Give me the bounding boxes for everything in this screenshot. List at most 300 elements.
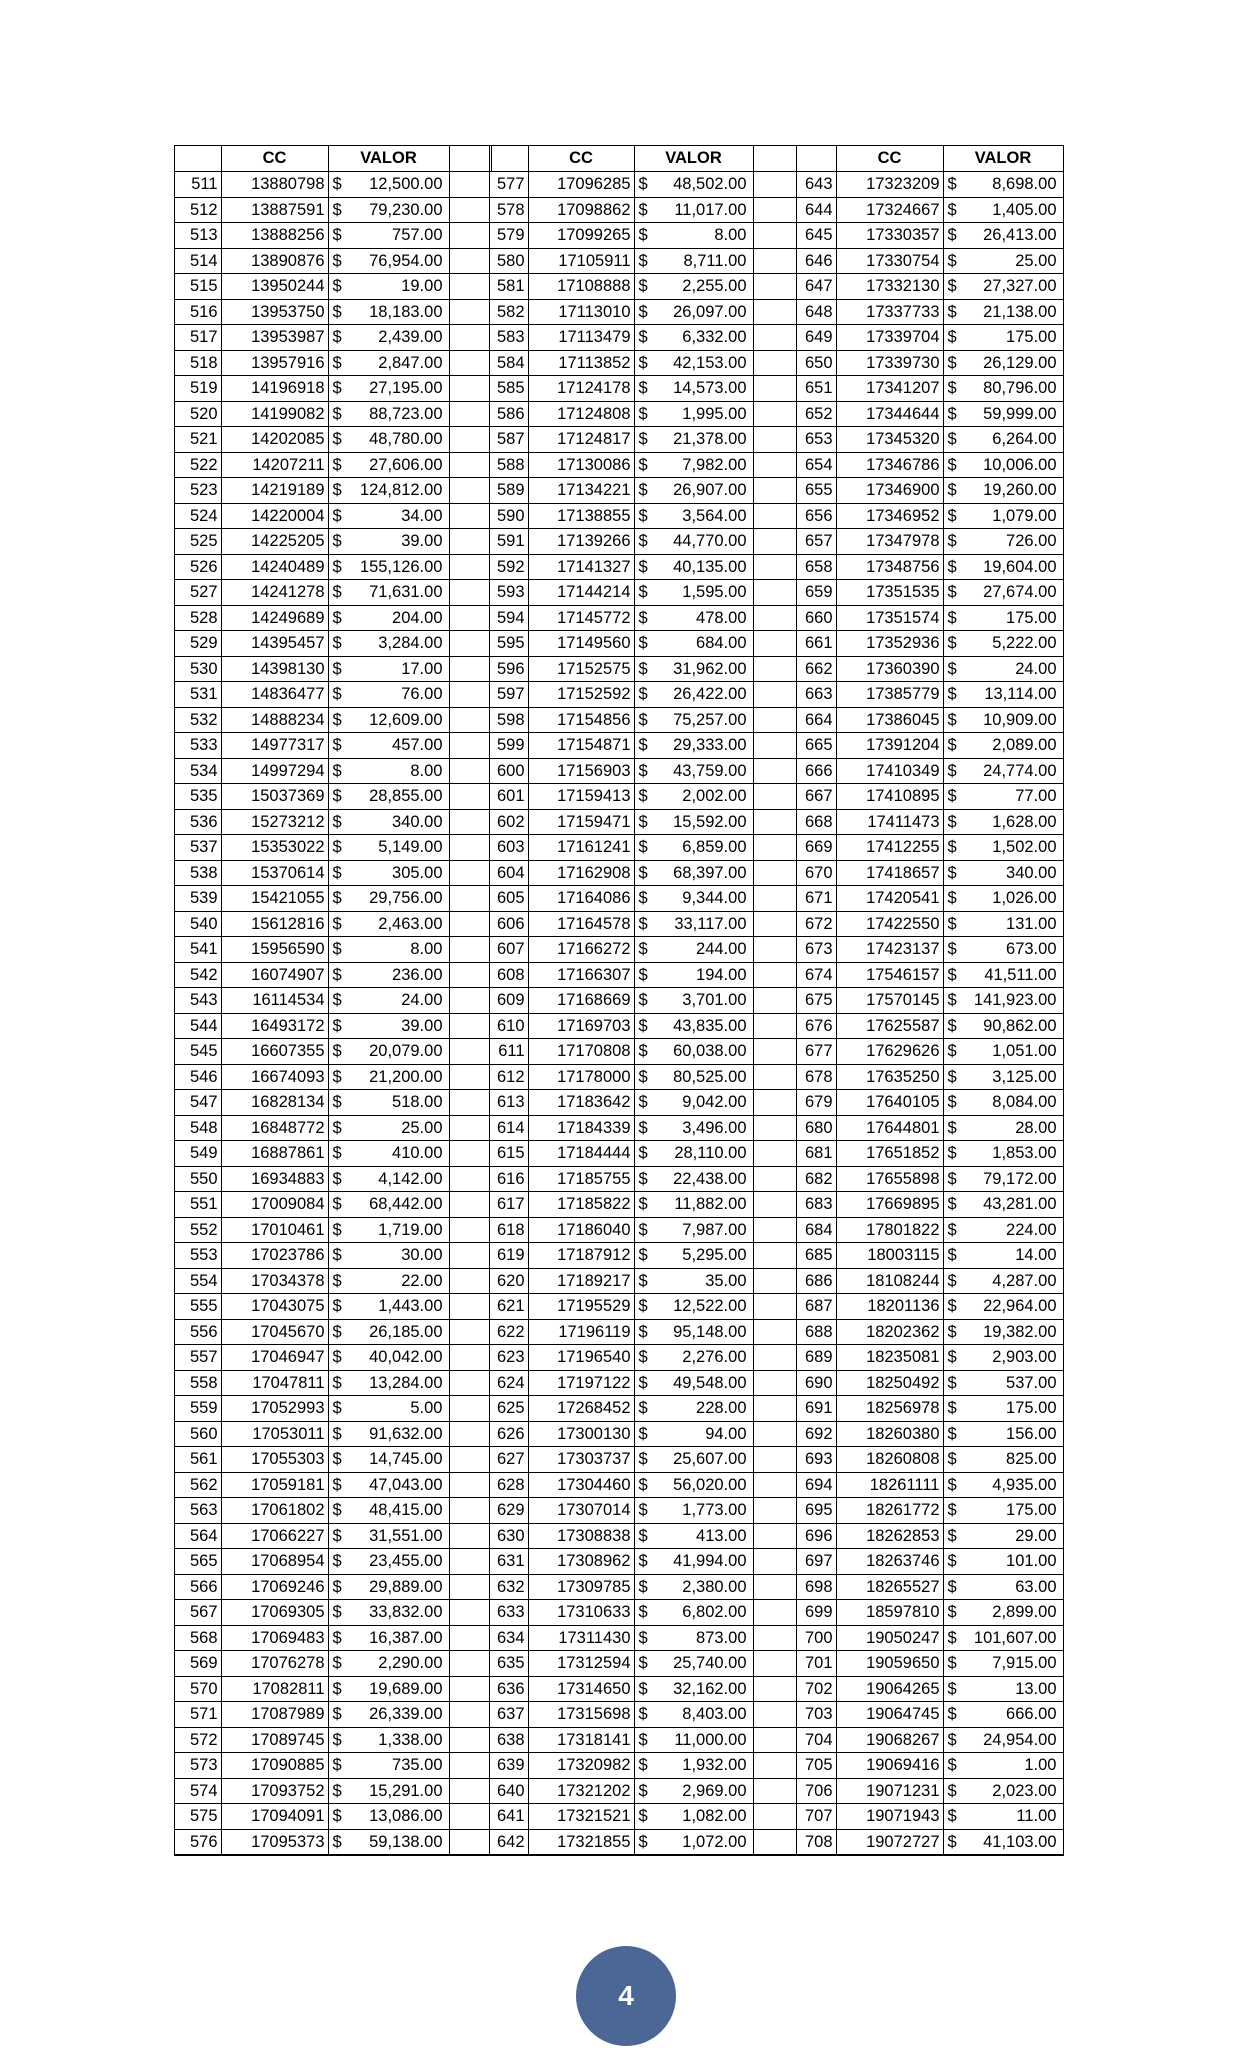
valor-amount: 8.00 xyxy=(714,226,747,244)
spacer-cell xyxy=(753,784,796,810)
valor-amount: 1,338.00 xyxy=(378,1730,443,1749)
row-index: 581 xyxy=(490,274,528,300)
row-index: 606 xyxy=(490,911,528,937)
spacer-cell xyxy=(449,1243,491,1269)
valor-cell xyxy=(943,478,1063,504)
table-row xyxy=(797,1192,1063,1218)
currency-symbol: $ xyxy=(638,277,648,295)
valor-cell xyxy=(328,350,449,376)
valor-cell xyxy=(634,1625,753,1651)
row-index: 528 xyxy=(175,605,221,631)
currency-symbol: $ xyxy=(947,557,957,576)
table-row xyxy=(490,784,796,810)
row-index: 619 xyxy=(490,1243,528,1269)
currency-symbol: $ xyxy=(638,608,648,627)
cc-value: 16887861 xyxy=(221,1141,328,1167)
row-index: 516 xyxy=(175,299,221,325)
valor-amount: 340.00 xyxy=(1006,863,1057,882)
currency-symbol: $ xyxy=(947,659,957,678)
valor-cell xyxy=(634,325,753,351)
spacer-cell xyxy=(449,1676,491,1702)
row-index: 584 xyxy=(490,350,528,376)
cc-value: 17423137 xyxy=(836,937,943,963)
valor-amount: 26,422.00 xyxy=(673,685,747,703)
valor-amount: 1,595.00 xyxy=(682,583,747,601)
spacer-cell xyxy=(449,350,491,376)
cc-value: 18256978 xyxy=(836,1396,943,1422)
cc-value: 17055303 xyxy=(221,1447,328,1473)
spacer-cell xyxy=(753,835,796,861)
row-index: 593 xyxy=(490,580,528,606)
row-index: 585 xyxy=(490,376,528,402)
currency-symbol: $ xyxy=(947,914,957,933)
row-index: 577 xyxy=(490,172,528,198)
cc-value: 17196540 xyxy=(528,1345,634,1371)
valor-amount: 2,023.00 xyxy=(992,1781,1057,1800)
valor-amount: 6,332.00 xyxy=(682,328,747,346)
row-index: 529 xyxy=(175,631,221,657)
row-index: 560 xyxy=(175,1421,221,1447)
table-row xyxy=(175,529,491,555)
currency-symbol: $ xyxy=(332,1552,342,1570)
currency-symbol: $ xyxy=(638,557,648,576)
cc-value: 17307014 xyxy=(528,1498,634,1524)
table-row xyxy=(490,886,796,912)
cc-value: 14220004 xyxy=(221,503,328,529)
valor-cell xyxy=(634,962,753,988)
row-index: 670 xyxy=(797,860,836,886)
valor-cell xyxy=(328,937,449,963)
spacer-cell xyxy=(449,1498,491,1524)
valor-amount: 29,756.00 xyxy=(369,889,443,907)
valor-cell xyxy=(943,860,1063,886)
currency-symbol: $ xyxy=(332,685,342,703)
cc-value: 17149560 xyxy=(528,631,634,657)
valor-amount: 19,689.00 xyxy=(369,1679,443,1698)
spacer-cell xyxy=(449,172,491,198)
valor-amount: 18,183.00 xyxy=(369,302,443,321)
valor-cell xyxy=(634,1294,753,1320)
valor-amount: 35.00 xyxy=(705,1271,747,1290)
row-index: 708 xyxy=(797,1829,836,1855)
valor-cell xyxy=(943,1549,1063,1575)
spacer-cell xyxy=(753,1574,796,1600)
valor-amount: 518.00 xyxy=(392,1093,443,1111)
valor-amount: 228.00 xyxy=(696,1399,747,1417)
table-row xyxy=(797,860,1063,886)
row-index: 640 xyxy=(490,1778,528,1804)
valor-cell xyxy=(943,1778,1063,1804)
cc-value: 17066227 xyxy=(221,1523,328,1549)
currency-symbol: $ xyxy=(947,583,957,601)
spacer-cell xyxy=(449,1115,491,1141)
cc-value: 13880798 xyxy=(221,172,328,198)
valor-amount: 22,964.00 xyxy=(983,1297,1057,1315)
row-index: 687 xyxy=(797,1294,836,1320)
row-index: 519 xyxy=(175,376,221,402)
row-index: 639 xyxy=(490,1753,528,1779)
table-row xyxy=(797,809,1063,835)
table-row xyxy=(490,988,796,1014)
table-row xyxy=(175,1345,491,1371)
currency-symbol: $ xyxy=(947,1118,957,1137)
spacer-cell xyxy=(753,1625,796,1651)
currency-symbol: $ xyxy=(332,1679,342,1698)
valor-cell xyxy=(328,248,449,274)
valor-amount: 825.00 xyxy=(1006,1450,1057,1468)
currency-symbol: $ xyxy=(332,1271,342,1290)
cc-value: 17185755 xyxy=(528,1166,634,1192)
cc-value: 15612816 xyxy=(221,911,328,937)
cc-value: 17156903 xyxy=(528,758,634,784)
row-index: 556 xyxy=(175,1319,221,1345)
valor-amount: 23,455.00 xyxy=(369,1552,443,1570)
valor-cell xyxy=(943,529,1063,555)
cc-value: 13887591 xyxy=(221,197,328,223)
row-index: 652 xyxy=(797,401,836,427)
table-row xyxy=(490,1523,796,1549)
table-row xyxy=(175,707,491,733)
spacer-cell xyxy=(449,937,491,963)
cc-value: 13890876 xyxy=(221,248,328,274)
currency-symbol: $ xyxy=(638,1016,648,1035)
currency-symbol: $ xyxy=(947,991,957,1009)
cc-value: 17339704 xyxy=(836,325,943,351)
valor-amount: 1,995.00 xyxy=(682,404,747,423)
currency-symbol: $ xyxy=(332,226,342,244)
currency-symbol: $ xyxy=(638,634,648,652)
valor-amount: 1,079.00 xyxy=(992,506,1057,525)
row-index: 569 xyxy=(175,1651,221,1677)
row-index: 541 xyxy=(175,937,221,963)
table-row xyxy=(490,401,796,427)
valor-cell xyxy=(943,1472,1063,1498)
cc-value: 18250492 xyxy=(836,1370,943,1396)
table-row xyxy=(175,911,491,937)
table-row xyxy=(175,478,491,504)
row-index: 632 xyxy=(490,1574,528,1600)
currency-symbol: $ xyxy=(332,1297,342,1315)
valor-amount: 2,903.00 xyxy=(992,1348,1057,1366)
cc-value: 18202362 xyxy=(836,1319,943,1345)
cc-value: 19050247 xyxy=(836,1625,943,1651)
row-index: 561 xyxy=(175,1447,221,1473)
cc-value: 17197122 xyxy=(528,1370,634,1396)
spacer-cell xyxy=(449,376,491,402)
row-index: 538 xyxy=(175,860,221,886)
cc-value: 19068267 xyxy=(836,1727,943,1753)
table-row xyxy=(797,733,1063,759)
table-row xyxy=(797,1370,1063,1396)
spacer-cell xyxy=(753,1421,796,1447)
table-row xyxy=(175,172,491,198)
table-row xyxy=(490,1447,796,1473)
cc-value: 17346786 xyxy=(836,452,943,478)
table-row xyxy=(175,299,491,325)
table-row xyxy=(797,1268,1063,1294)
row-index: 549 xyxy=(175,1141,221,1167)
currency-symbol: $ xyxy=(332,838,342,856)
currency-symbol: $ xyxy=(638,914,648,933)
valor-amount: 2,002.00 xyxy=(682,787,747,805)
cc-value: 15370614 xyxy=(221,860,328,886)
valor-cell xyxy=(328,682,449,708)
spacer-cell xyxy=(753,656,796,682)
valor-amount: 15,592.00 xyxy=(673,812,747,831)
row-index: 622 xyxy=(490,1319,528,1345)
row-index: 690 xyxy=(797,1370,836,1396)
currency-symbol: $ xyxy=(332,1603,342,1621)
valor-amount: 19.00 xyxy=(401,277,443,295)
row-index: 539 xyxy=(175,886,221,912)
valor-cell xyxy=(943,1753,1063,1779)
cc-value: 16493172 xyxy=(221,1013,328,1039)
valor-cell xyxy=(943,1243,1063,1269)
spacer-cell xyxy=(753,1727,796,1753)
valor-cell xyxy=(328,1345,449,1371)
currency-symbol: $ xyxy=(638,481,648,499)
currency-symbol: $ xyxy=(638,685,648,703)
row-index: 526 xyxy=(175,554,221,580)
cc-value: 17138855 xyxy=(528,503,634,529)
valor-amount: 25.00 xyxy=(1015,251,1057,270)
table-row xyxy=(175,1804,491,1830)
valor-cell xyxy=(634,784,753,810)
row-index: 692 xyxy=(797,1421,836,1447)
row-index: 544 xyxy=(175,1013,221,1039)
valor-cell xyxy=(943,580,1063,606)
cc-value: 14249689 xyxy=(221,605,328,631)
currency-symbol: $ xyxy=(332,634,342,652)
currency-symbol: $ xyxy=(947,481,957,499)
currency-symbol: $ xyxy=(332,557,342,576)
cc-value: 17184444 xyxy=(528,1141,634,1167)
currency-symbol: $ xyxy=(638,1807,648,1825)
currency-symbol: $ xyxy=(332,481,342,499)
table-row xyxy=(175,1421,491,1447)
table-row xyxy=(175,860,491,886)
row-index: 594 xyxy=(490,605,528,631)
valor-amount: 27,674.00 xyxy=(983,583,1057,601)
valor-cell xyxy=(328,1268,449,1294)
currency-symbol: $ xyxy=(638,1526,648,1545)
spacer-cell xyxy=(449,809,491,835)
currency-symbol: $ xyxy=(947,1501,957,1519)
currency-symbol: $ xyxy=(332,1348,342,1366)
row-index: 695 xyxy=(797,1498,836,1524)
table-row xyxy=(490,1421,796,1447)
valor-amount: 3,125.00 xyxy=(992,1067,1057,1086)
currency-symbol: $ xyxy=(332,583,342,601)
valor-cell xyxy=(943,1523,1063,1549)
valor-amount: 141,923.00 xyxy=(973,991,1057,1009)
valor-cell xyxy=(943,1625,1063,1651)
table-row xyxy=(175,809,491,835)
cc-value: 17113010 xyxy=(528,299,634,325)
table-row xyxy=(797,1778,1063,1804)
spacer-cell xyxy=(753,1472,796,1498)
valor-amount: 19,260.00 xyxy=(983,481,1057,499)
currency-symbol: $ xyxy=(638,1603,648,1621)
valor-amount: 5,295.00 xyxy=(682,1246,747,1264)
currency-symbol: $ xyxy=(947,1042,957,1060)
valor-amount: 80,525.00 xyxy=(673,1067,747,1086)
valor-amount: 2,290.00 xyxy=(378,1654,443,1672)
valor-cell xyxy=(943,911,1063,937)
valor-amount: 457.00 xyxy=(392,736,443,754)
cc-value: 17185822 xyxy=(528,1192,634,1218)
cc-value: 17113852 xyxy=(528,350,634,376)
table-row xyxy=(490,554,796,580)
table-row xyxy=(797,1064,1063,1090)
spacer-cell xyxy=(753,1676,796,1702)
spacer-cell xyxy=(753,1702,796,1728)
currency-symbol: $ xyxy=(947,1169,957,1188)
currency-symbol: $ xyxy=(638,583,648,601)
cc-value: 17391204 xyxy=(836,733,943,759)
valor-cell xyxy=(634,1370,753,1396)
cc-value: 14398130 xyxy=(221,656,328,682)
row-index: 669 xyxy=(797,835,836,861)
valor-amount: 340.00 xyxy=(392,812,443,831)
table-row xyxy=(175,401,491,427)
valor-amount: 3,496.00 xyxy=(682,1118,747,1137)
row-index: 707 xyxy=(797,1804,836,1830)
currency-symbol: $ xyxy=(638,761,648,780)
valor-amount: 5,222.00 xyxy=(992,634,1057,652)
cc-value: 17164086 xyxy=(528,886,634,912)
row-index: 534 xyxy=(175,758,221,784)
valor-amount: 26,339.00 xyxy=(369,1705,443,1723)
valor-amount: 11,000.00 xyxy=(674,1730,747,1749)
spacer-cell xyxy=(449,1651,491,1677)
valor-amount: 666.00 xyxy=(1006,1705,1057,1723)
cc-value: 18265527 xyxy=(836,1574,943,1600)
spacer-cell xyxy=(753,1243,796,1269)
currency-symbol: $ xyxy=(332,940,342,958)
valor-amount: 244.00 xyxy=(696,940,747,958)
currency-symbol: $ xyxy=(638,1577,648,1596)
currency-symbol: $ xyxy=(947,1067,957,1086)
valor-amount: 14,745.00 xyxy=(369,1450,443,1468)
cc-value: 17546157 xyxy=(836,962,943,988)
table-row xyxy=(490,682,796,708)
currency-symbol: $ xyxy=(332,1016,342,1035)
spacer-cell xyxy=(753,223,796,249)
row-index: 550 xyxy=(175,1166,221,1192)
table-row xyxy=(175,1498,491,1524)
spacer-cell xyxy=(449,1829,491,1855)
row-index: 573 xyxy=(175,1753,221,1779)
valor-cell xyxy=(943,376,1063,402)
valor-amount: 4,142.00 xyxy=(378,1169,443,1188)
row-index: 676 xyxy=(797,1013,836,1039)
valor-amount: 25,740.00 xyxy=(673,1654,747,1672)
currency-symbol: $ xyxy=(947,1730,957,1749)
currency-symbol: $ xyxy=(332,1577,342,1596)
row-index: 530 xyxy=(175,656,221,682)
valor-amount: 2,899.00 xyxy=(992,1603,1057,1621)
cc-value: 16674093 xyxy=(221,1064,328,1090)
currency-symbol: $ xyxy=(947,1807,957,1825)
currency-symbol: $ xyxy=(947,1144,957,1162)
row-index: 559 xyxy=(175,1396,221,1422)
currency-symbol: $ xyxy=(638,251,648,270)
valor-cell xyxy=(328,1090,449,1116)
row-index: 512 xyxy=(175,197,221,223)
row-index: 572 xyxy=(175,1727,221,1753)
row-index: 601 xyxy=(490,784,528,810)
spacer-cell xyxy=(449,1294,491,1320)
valor-cell xyxy=(943,1217,1063,1243)
spacer-cell xyxy=(449,682,491,708)
valor-amount: 305.00 xyxy=(392,863,443,882)
table-row xyxy=(490,911,796,937)
table-row xyxy=(175,1064,491,1090)
table-row xyxy=(175,1192,491,1218)
table-row xyxy=(175,962,491,988)
cc-value: 17312594 xyxy=(528,1651,634,1677)
table-row xyxy=(490,223,796,249)
row-index: 564 xyxy=(175,1523,221,1549)
table-row xyxy=(797,1625,1063,1651)
row-index: 583 xyxy=(490,325,528,351)
row-index: 693 xyxy=(797,1447,836,1473)
table-row xyxy=(490,1829,796,1855)
valor-amount: 1,082.00 xyxy=(682,1807,747,1825)
valor-cell xyxy=(328,1778,449,1804)
currency-symbol: $ xyxy=(947,863,957,882)
valor-cell xyxy=(328,1192,449,1218)
currency-symbol: $ xyxy=(947,1628,957,1647)
table-row xyxy=(797,937,1063,963)
cc-value: 17330754 xyxy=(836,248,943,274)
table-row xyxy=(797,172,1063,198)
currency-symbol: $ xyxy=(638,1297,648,1315)
page-number: 4 xyxy=(618,1980,634,2011)
table-row xyxy=(797,1166,1063,1192)
row-index: 656 xyxy=(797,503,836,529)
currency-symbol: $ xyxy=(332,991,342,1009)
valor-header: VALOR xyxy=(328,146,449,172)
row-index: 636 xyxy=(490,1676,528,1702)
table-row xyxy=(490,1472,796,1498)
cc-value: 17159413 xyxy=(528,784,634,810)
valor-cell xyxy=(943,1676,1063,1702)
valor-amount: 95,148.00 xyxy=(673,1322,747,1341)
valor-cell xyxy=(943,656,1063,682)
spacer-cell xyxy=(753,325,796,351)
valor-cell xyxy=(634,248,753,274)
table-row xyxy=(797,886,1063,912)
row-index: 683 xyxy=(797,1192,836,1218)
valor-cell xyxy=(943,427,1063,453)
table-row xyxy=(175,1727,491,1753)
spacer-cell xyxy=(449,631,491,657)
currency-symbol: $ xyxy=(638,1705,648,1723)
currency-symbol: $ xyxy=(332,1322,342,1341)
table-row xyxy=(490,1268,796,1294)
valor-cell xyxy=(634,1600,753,1626)
cc-value: 17134221 xyxy=(528,478,634,504)
currency-symbol: $ xyxy=(947,838,957,856)
header-row xyxy=(797,146,1063,172)
spacer-cell xyxy=(753,758,796,784)
index-header xyxy=(797,146,836,172)
data-table xyxy=(797,146,1064,1855)
valor-cell xyxy=(634,1396,753,1422)
valor-amount: 1,628.00 xyxy=(992,812,1057,831)
